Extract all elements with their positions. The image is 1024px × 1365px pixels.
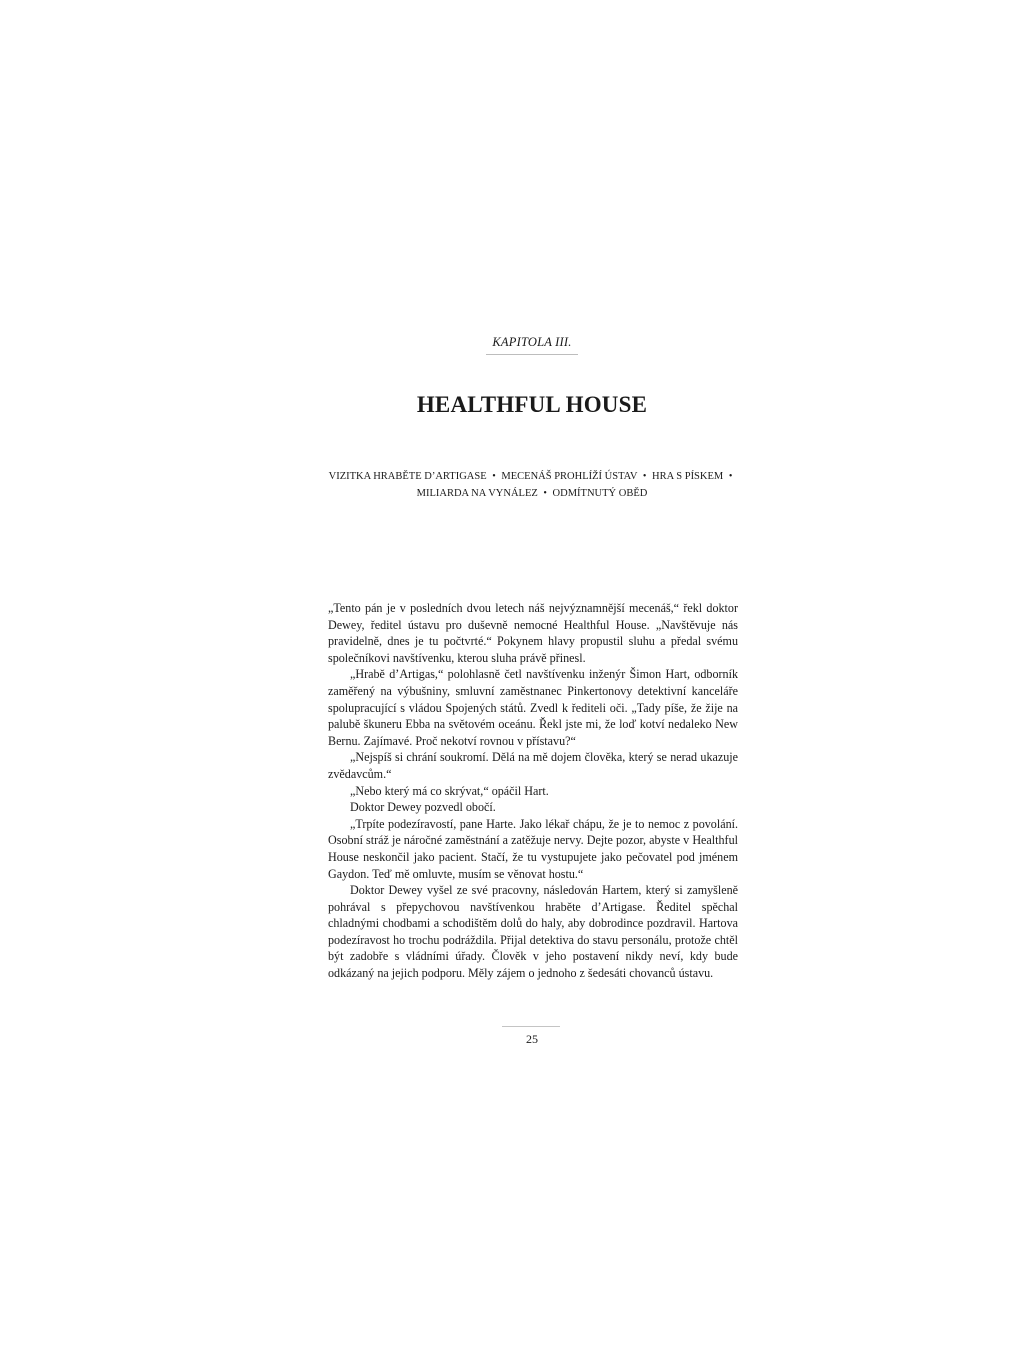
paragraph: „Hrabě d’Artigas,“ polohlasně četl navštívenku inženýr Šimon Hart, odborník zaměřený na výbušniny, smluvní zaměstnanec Pinkertonovy detektivní kanceláře spolupracující s vládou Spojených států. Zvedl k řediteli oči. „Tady píše, že žije na palubě škuneru Ebba na světovém oceánu. Řekl jste mi, že loď kotví nedaleko New Bernu. Zajímavé. Proč nekotví rovnou v přístavu?“	[328, 667, 738, 748]
bullet-separator: •	[728, 471, 733, 482]
paragraph: „Nebo který má co skrývat,“ opáčil Hart.	[350, 783, 549, 798]
chapter-label: KAPITOLA III.	[492, 335, 572, 349]
page-number: 25	[526, 1032, 538, 1046]
chapter-synopsis	[320, 468, 744, 502]
synopsis-item: MILIARDA NA VYNÁLEZ	[416, 488, 538, 499]
bullet-separator: •	[642, 471, 647, 482]
paragraph: Doktor Dewey vyšel ze své pracovny, následován Hartem, který si zamyšleně pohrával s přepychovou navštívenkou hraběte d’Artigase. Ředitel spěchal chladnými chodbami a schodištěm dolů do haly, aby dobrodince pozdravil. Hartova podezíravost ho trochu podráždila. Přijal detektiva do stavu personálu, protože chtěl být zadobře s vládními úřady. Člověk v jeho postavení nikdy neví, kdy bude odkázaný na jejich podporu. Měly zájem o jednoho z šedesáti chovanců ústavu.	[328, 883, 738, 981]
synopsis-item: MECENÁŠ PROHLÍŽÍ ÚSTAV	[501, 471, 638, 482]
chapter-body	[328, 600, 738, 982]
paragraph: „Trpíte podezíravostí, pane Harte. Jako lékař chápu, že je to nemoc z povolání. Osobní stráž je náročné zaměstnání a zatěžuje nervy. Dejte pozor, abyste v Healthful House neskončil jako pacient. Stačí, že tu vystupujete jako pečovatel pod jménem Gaydon. Teď mě omluvte, musím se věnovat hostu.“	[328, 816, 738, 881]
chapter-title: HEALTHFUL HOUSE	[416, 392, 648, 417]
bullet-separator: •	[492, 471, 496, 482]
chapter-rule	[486, 354, 578, 355]
synopsis-item: VIZITKA HRABĚTE D’ARTIGASE	[328, 471, 487, 482]
footer-rule	[502, 1026, 560, 1027]
paragraph: Doktor Dewey pozvedl obočí.	[350, 800, 496, 815]
synopsis-item: HRA S PÍSKEM	[652, 471, 724, 482]
bullet-separator: •	[543, 488, 547, 499]
synopsis-item: ODMÍTNUTÝ OBĚD	[552, 488, 648, 499]
paragraph: „Tento pán je v posledních dvou letech náš nejvýznamnější mecenáš,“ řekl doktor Dewey, ředitel ústavu pro duševně nemocné Healthful House. „Navštěvuje nás pravidelně, dnes je tu počtvrté.“ Pokynem hlavy propustil sluhu a předal svému společníkovi navštívenku, kterou sluha právě přinesl.	[328, 601, 738, 665]
paragraph: „Nejspíš si chrání soukromí. Dělá na mě dojem člověka, který se nerad ukazuje zvědavcům.“	[328, 750, 738, 781]
